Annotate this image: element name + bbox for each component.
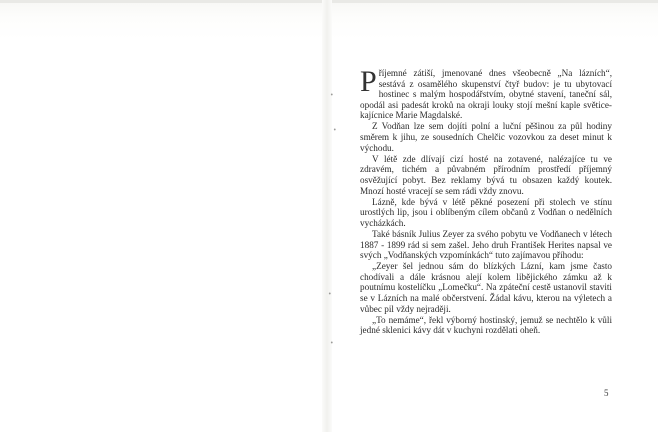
- paragraph: „Zeyer šel jednou sám do blízkých Lázní, kam jsme často chodívali a dále krásnou alejí kolem libějického zámku až k poutnímu kostelíčku „Lomečku“. Na zpáteční cestě ustanovil staviti se v Lázních na malé občerstvení. Žádal kávu, kterou na výletech a vůbec pil vždy nejraději.: [360, 261, 612, 314]
- paragraph: [360, 65, 612, 121]
- page-gutter: [322, 0, 332, 432]
- paragraph: Z Vodňan lze sem dojíti polní a luční pěšinou za půl hodiny směrem k jihu, ze sousedních Chelčic vozovkou za deset minut k východu.: [360, 121, 612, 153]
- paragraph: V létě zde dlívají cizí hosté na zotavené, nalézajíce tu ve zdravém, tichém a půvabném přírodním prostředí příjemný osvěžující pobyt. Bez reklamy bývá tu obsazen každý koutek. Mnozí hosté vracejí se sem rádi vždy znovu.: [360, 153, 612, 196]
- margin-mark: •: [328, 291, 332, 298]
- margin-mark: •: [330, 92, 334, 99]
- paragraph: Lázně, kde bývá v létě pěkné posezení při stolech ve stínu urostlých lip, jsou i oblíbeným cílem občanů z Vodňan o nedělních vycházkách.: [360, 196, 612, 228]
- margin-mark: •: [333, 127, 337, 134]
- drop-cap: P: [360, 65, 377, 98]
- body-text: [360, 65, 612, 336]
- paragraph: Také básník Julius Zeyer za svého pobytu ve Vodňanech v létech 1887 - 1899 rád si sem zašel. Jeho druh František Herites napsal ve svých „Vodňanských vzpomínkách“ tuto zajímavou příhodu:: [360, 228, 612, 261]
- margin-mark: •: [330, 340, 334, 347]
- paragraph-text: říjemné zátiší, jmenované dnes všeobecně „Na lázních“, sestává z osamělého skupenství čtyř budov: je tu ubytovací hostinec s malým hospodářstvím, obytné stavení, taneční sál, opodál asi padesát kroků na okraji louky stojí mešní kaple světice-kajícnice Marie Magdalské.: [360, 68, 612, 121]
- page-number: 5: [604, 388, 609, 398]
- paragraph: „To nemáme“, řekl výborný hostinský, jemuž se nechtělo k vůli jedné sklenici kávy dát v kuchyni rozdělati oheň.: [360, 314, 612, 336]
